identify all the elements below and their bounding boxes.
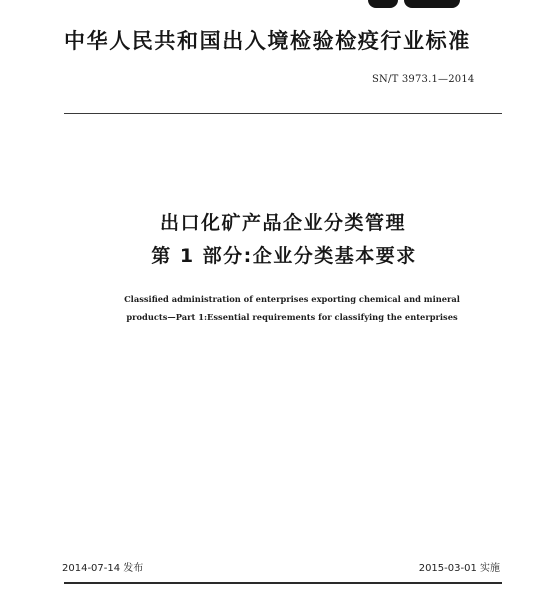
- document-title-en-line2: products—Part 1:Essential requirements for classifying the enterprises: [126, 312, 458, 322]
- document-title-cn-line1: 出口化矿产品企业分类管理: [159, 212, 406, 234]
- issue-date: 2014-07-14 发布: [62, 563, 144, 574]
- header-divider: [64, 113, 502, 114]
- organization-title: 中华人民共和国出入境检验检疫行业标准: [64, 29, 471, 53]
- document-title-en-line1: Classified administration of enterprises exporting chemical and mineral: [124, 294, 460, 304]
- footer-divider: [64, 582, 502, 584]
- document-title-cn-line2: 第 1 部分:企业分类基本要求: [151, 245, 417, 267]
- logo-fragment: [368, 0, 460, 9]
- implementation-date: 2015-03-01 实施: [418, 563, 500, 574]
- standard-number: SN/T 3973.1—2014: [372, 74, 475, 85]
